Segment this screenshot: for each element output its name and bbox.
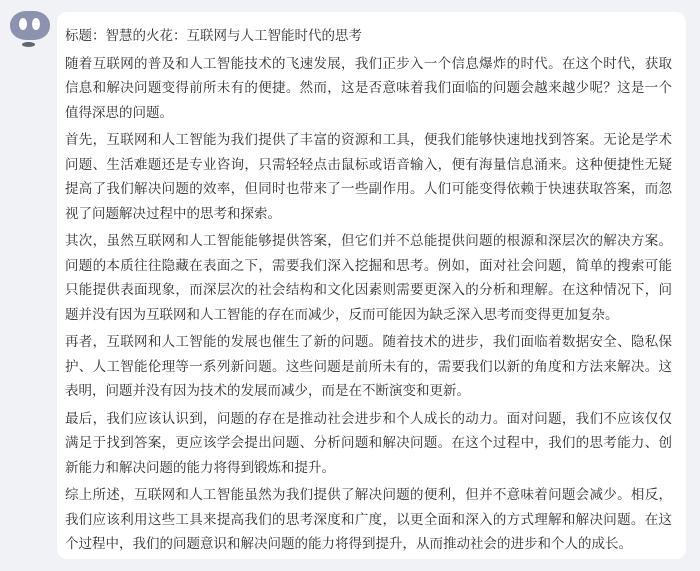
message-paragraph-3: 其次，虽然互联网和人工智能能够提供答案，但它们并不总能提供问题的根源和深层次的解决方案。问题的本质往往隐藏在表面之下，需要我们深入挖掘和思考。例如，面对社会问题，简单的搜索可能只能提供表面现象，而深层次的社会结构和文化因素则需要更深入的分析和理解。在这种情况下，问题并没有因为互联网和人工智能的存在而减少，反而可能因为缺乏深入思考而变得更加复杂。 bbox=[65, 233, 672, 322]
bot-chin-icon bbox=[22, 42, 35, 47]
message-paragraph-1: 随着互联网的普及和人工智能技术的飞速发展，我们正步入一个信息爆炸的时代。在这个时代，获取信息和解决问题变得前所未有的便捷。然而，这是否意味着我们面临的问题会越来越少呢？这是一个值得深思的问题。 bbox=[65, 55, 672, 120]
message-paragraph-4: 再者，互联网和人工智能的发展也催生了新的问题。随着技术的进步，我们面临着数据安全、隐私保护、人工智能伦理等一系列新问题。这些问题是前所未有的，需要我们以新的角度和方法来解决。这表明，问题并没有因为技术的发展而减少，而是在不断演变和更新。 bbox=[65, 334, 672, 398]
assistant-message-bubble bbox=[57, 12, 686, 559]
message-paragraph-5: 最后，我们应该认识到，问题的存在是推动社会进步和个人成长的动力。面对问题，我们不应该仅仅满足于找到答案，更应该学会提出问题、分析问题和解决问题。在这个过程中，我们的思考能力、创新能力和解决问题的能力将得到锻炼和提升。 bbox=[65, 410, 672, 475]
message-paragraph-2: 首先，互联网和人工智能为我们提供了丰富的资源和工具，便我们能够快速地找到答案。无论是学术问题、生活难题还是专业咨询，只需轻轻点击鼠标或语音输入，便有海量信息涌来。这种便捷性无疑提高了我们解决问题的效率，但同时也带来了一些副作用。人们可能变得依赖于快速获取答案，而忽视了问题解决过程中的思考和探索。 bbox=[65, 132, 672, 221]
message-title: 标题：智慧的火花：互联网与人工智能时代的思考 bbox=[65, 28, 362, 43]
bot-eye-right-icon bbox=[32, 18, 40, 30]
bot-face-icon bbox=[10, 11, 50, 40]
bot-eye-left-icon bbox=[19, 18, 27, 30]
message-paragraph-6: 综上所述，互联网和人工智能虽然为我们提供了解决问题的便利，但并不意味着问题会减少。相反，我们应该利用这些工具来提高我们的思考深度和广度，以更全面和深入的方式理解和解决问题。在这个过程中，我们的问题意识和解决问题的能力将得到提升，从而推动社会的进步和个人的成长。 bbox=[65, 487, 672, 551]
assistant-avatar bbox=[10, 11, 50, 49]
